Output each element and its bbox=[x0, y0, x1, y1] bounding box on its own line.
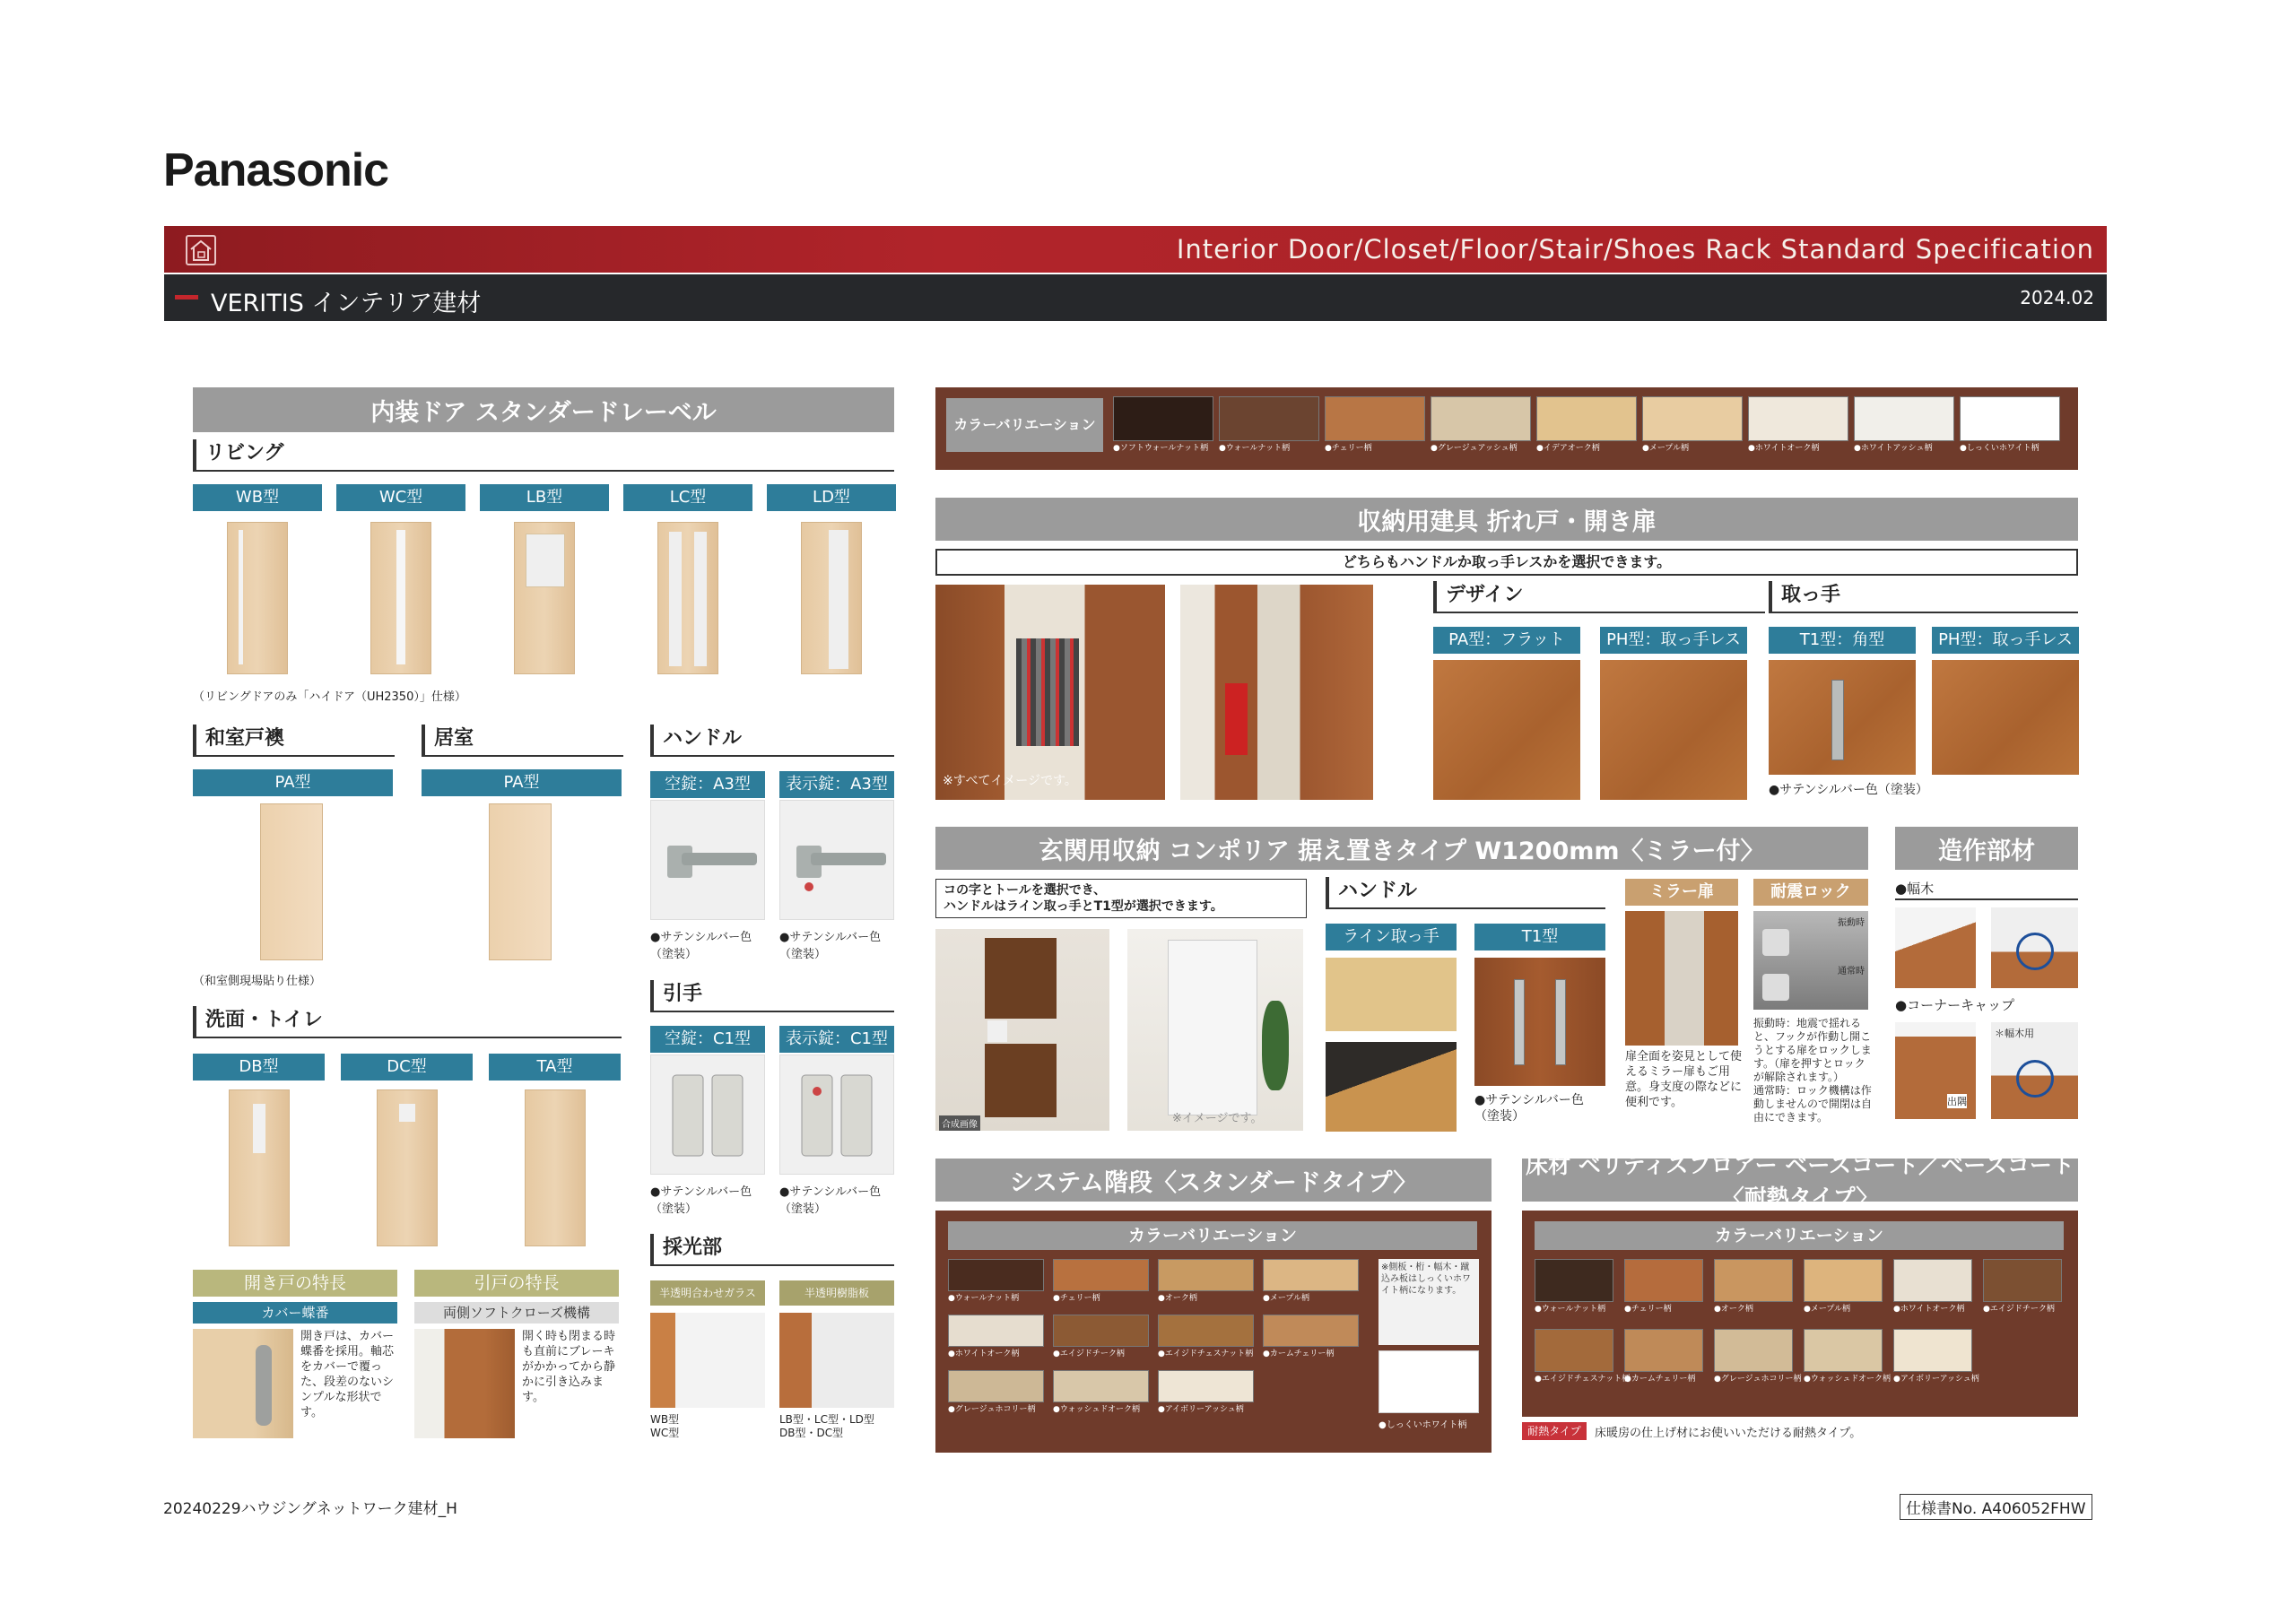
color-swatch bbox=[1113, 396, 1213, 453]
lock-image bbox=[1753, 911, 1868, 1010]
genkan-photo-caption: ※イメージです。 bbox=[1172, 1112, 1263, 1125]
zosaku-item: ●コーナーキャップ bbox=[1895, 997, 2015, 1013]
zosaku-title: 造作部材 bbox=[1895, 827, 2078, 870]
door-wc-image bbox=[370, 522, 431, 674]
floor-swatches bbox=[1535, 1259, 2073, 1411]
handle-ph-image bbox=[1932, 660, 2079, 775]
subtitle-band bbox=[164, 274, 2107, 321]
color-swatch bbox=[1053, 1259, 1149, 1303]
swatch-name: ●グレージュホコリー柄 bbox=[948, 1405, 1036, 1414]
date: 2024.02 bbox=[2020, 287, 2094, 308]
swatch-color bbox=[1053, 1370, 1149, 1402]
design-ph-image bbox=[1600, 660, 1747, 800]
swatch-name: ●オーク柄 bbox=[1158, 1294, 1197, 1303]
handle-t1-image bbox=[1769, 660, 1916, 775]
color-swatch bbox=[1263, 1259, 1359, 1303]
color-swatch bbox=[1714, 1259, 1793, 1314]
resin-sample-image bbox=[779, 1313, 894, 1408]
genkan-photo-1 bbox=[935, 929, 1109, 1131]
swatch-color bbox=[1053, 1315, 1149, 1347]
color-swatch bbox=[1053, 1370, 1149, 1414]
design-pa-image bbox=[1433, 660, 1580, 800]
living-label: リビング bbox=[193, 439, 894, 472]
senmen-type: DB型 bbox=[193, 1054, 325, 1081]
color-swatch bbox=[948, 1315, 1044, 1358]
color-swatch bbox=[1893, 1329, 1979, 1384]
swatch-color bbox=[1263, 1315, 1359, 1347]
handle-caption: ●サテンシルバー色 （塗装） bbox=[650, 931, 752, 961]
swatch-name: ●チェリー柄 bbox=[1325, 444, 1372, 453]
swatch-color bbox=[948, 1370, 1044, 1402]
lever-handle-image bbox=[650, 800, 765, 920]
washitsu-label: 和室戸襖 bbox=[193, 725, 395, 757]
heat-tag: 耐熱タイプ bbox=[1522, 1422, 1587, 1440]
genkan-photo-2 bbox=[1127, 929, 1303, 1131]
genkan-notice: コの字とトールを選択でき、 ハンドルはライン取っ手とT1型が選択できます。 bbox=[935, 879, 1307, 918]
kyoshitsu-label: 居室 bbox=[422, 725, 623, 757]
hiki-text: 開く時も閉まる時も直前にブレーキがかかってから静かに引き込みます。 bbox=[522, 1330, 616, 1404]
living-type: WC型 bbox=[336, 484, 465, 511]
color-swatch bbox=[1536, 396, 1637, 453]
stairs-cv-label: カラーバリエーション bbox=[948, 1221, 1477, 1250]
swatch-name: ●オーク柄 bbox=[1714, 1305, 1753, 1314]
hiraki-title: 開き戸の特長 bbox=[193, 1270, 397, 1297]
hiki-title: 引戸の特長 bbox=[414, 1270, 619, 1297]
color-swatch bbox=[1535, 1329, 1631, 1384]
genkan-handle-label: ハンドル bbox=[1326, 877, 1605, 909]
swatch-name: ●カームチェリー柄 bbox=[1624, 1375, 1696, 1384]
color-swatch bbox=[1158, 1315, 1254, 1358]
stairs-title: システム階段〈スタンダードタイプ〉 bbox=[935, 1159, 1492, 1202]
closet-photo-1 bbox=[935, 585, 1165, 800]
closet-notice: どちらもハンドルか取っ手レスかを選択できます。 bbox=[935, 549, 2078, 576]
color-swatch bbox=[1854, 396, 1954, 453]
door-lc-image bbox=[657, 522, 718, 674]
living-type: WB型 bbox=[193, 484, 322, 511]
accent-dash bbox=[175, 295, 198, 299]
swatch-color bbox=[1113, 396, 1213, 441]
swatch-color bbox=[1535, 1259, 1613, 1302]
kyoshitsu-door-image bbox=[489, 803, 552, 960]
swatch-color bbox=[1893, 1329, 1972, 1372]
swatch-color bbox=[1854, 396, 1954, 441]
swatch-name: ●エイジドチーク柄 bbox=[1983, 1305, 2055, 1314]
mirror-label: ミラー扉 bbox=[1625, 879, 1738, 906]
swatch-color bbox=[1624, 1329, 1703, 1372]
swatch-name: ●ホワイトオーク柄 bbox=[948, 1350, 1020, 1358]
floor-cv-label: カラーバリエーション bbox=[1535, 1221, 2064, 1250]
washitsu-note: （和室側現場貼り仕様） bbox=[193, 975, 322, 988]
closet-design-label: デザイン bbox=[1433, 581, 1765, 613]
house-icon bbox=[186, 235, 216, 265]
swatch-name: ●ホワイトオーク柄 bbox=[1748, 444, 1820, 453]
genkan-handle-type: ライン取っ手 bbox=[1326, 924, 1457, 950]
swatch-name: ●ホワイトアッシュ柄 bbox=[1854, 444, 1933, 453]
lock-text: 振動時：地震で揺れると、フックが作動し開こうとする扉をロックします。（扉を押すとロックが解除されます。） 通常時：ロック機構は作動しませんので開閉は自由にできます。 bbox=[1753, 1017, 1873, 1124]
color-swatch bbox=[1960, 396, 2060, 453]
swatch-color bbox=[948, 1259, 1044, 1291]
sliding-door-photo bbox=[414, 1329, 515, 1438]
saiko-type: 半透明合わせガラス bbox=[650, 1280, 765, 1306]
swatch-name: ●メープル柄 bbox=[1263, 1294, 1310, 1303]
swatch-color bbox=[1158, 1370, 1254, 1402]
color-swatch bbox=[1158, 1259, 1254, 1303]
swatch-color bbox=[1804, 1329, 1883, 1372]
genkan-handle-caption: ●サテンシルバー色 （塗装） bbox=[1474, 1093, 1584, 1124]
closet-design-type: PH型：取っ手レス bbox=[1600, 627, 1747, 654]
swatch-name: ●ウォールナット柄 bbox=[1219, 444, 1291, 453]
swatch-color bbox=[1714, 1259, 1793, 1302]
swatch-color bbox=[1893, 1259, 1972, 1302]
color-swatch bbox=[1804, 1259, 1883, 1314]
color-swatch bbox=[1642, 396, 1743, 453]
swatch-name: ●ウォールナット柄 bbox=[1535, 1305, 1606, 1314]
color-swatch bbox=[1219, 396, 1319, 453]
hiraki-sub: カバー蝶番 bbox=[193, 1302, 397, 1324]
corner-cap-image bbox=[1895, 1022, 1976, 1119]
swatch-color bbox=[1053, 1259, 1149, 1291]
swatch-color bbox=[1624, 1259, 1703, 1302]
lock-label: 耐震ロック bbox=[1753, 879, 1868, 906]
color-swatch bbox=[1263, 1315, 1359, 1358]
washitsu-door-image bbox=[260, 803, 323, 960]
hiki-sub: 両側ソフトクローズ機構 bbox=[414, 1302, 619, 1324]
door-lb-image bbox=[514, 522, 575, 674]
handle-label: ハンドル bbox=[650, 725, 894, 757]
closet-title: 収納用建具 折れ戸・開き扉 bbox=[935, 498, 2078, 541]
floor-title: 床材 ベリティスフロアー ベースコート／ベースコート〈耐熱タイプ〉 bbox=[1522, 1159, 2078, 1202]
closet-photo-caption: ※すべてイメージです。 bbox=[943, 774, 1077, 788]
swatch-color bbox=[1960, 396, 2060, 441]
footer-left: 20240229ハウジングネットワーク建材_H bbox=[163, 1500, 457, 1518]
swatch-name: ●エイジドチェスナット柄 bbox=[1158, 1350, 1254, 1358]
doors-title: 内装ドア スタンダードレーベル bbox=[193, 387, 894, 432]
living-type: LD型 bbox=[767, 484, 896, 511]
swatch-name: ●ウォッシュドオーク柄 bbox=[1053, 1405, 1141, 1414]
corner-tag: 出隅 bbox=[1947, 1096, 1967, 1107]
swatch-name: ●メープル柄 bbox=[1642, 444, 1690, 453]
genkan-title: 玄関用収納 コンポリア 据え置きタイプ W1200mm〈ミラー付〉 bbox=[935, 827, 1868, 870]
living-door-row bbox=[193, 484, 894, 699]
hikite-type: 空錠：C1型 bbox=[650, 1026, 765, 1053]
corner-cap-detail-image bbox=[1991, 1022, 2078, 1119]
line-handle-image bbox=[1326, 958, 1457, 1031]
living-note: （リビングドアのみ「ハイドア（UH2350）」仕様） bbox=[193, 690, 466, 704]
swatch-color bbox=[1642, 396, 1743, 441]
swatch-name: ●ウォッシュドオーク柄 bbox=[1804, 1375, 1892, 1384]
door-ld-image bbox=[801, 522, 862, 674]
color-swatch bbox=[948, 1370, 1044, 1414]
hikite-type: 表示錠：C1型 bbox=[779, 1026, 894, 1053]
color-swatch bbox=[1624, 1259, 1703, 1314]
baseboard-image bbox=[1895, 907, 1976, 988]
genkan-photo-tag: 合成画像 bbox=[939, 1115, 980, 1131]
washitsu-type: PA型 bbox=[193, 769, 393, 796]
baseboard-detail-image bbox=[1991, 907, 2078, 988]
door-ta-image bbox=[525, 1089, 586, 1246]
swatch-color bbox=[1536, 396, 1637, 441]
heat-note: 床暖房の仕上げ材にお使いいただける耐熱タイプ。 bbox=[1595, 1427, 1862, 1440]
swatch-color bbox=[1535, 1329, 1613, 1372]
closet-photo-2 bbox=[1180, 585, 1373, 800]
swatch-name: ●チェリー柄 bbox=[1624, 1305, 1672, 1314]
swatch-color bbox=[1983, 1259, 2062, 1302]
swatch-name: ●エイジドチェスナット柄 bbox=[1535, 1375, 1631, 1384]
swatch-color bbox=[1263, 1259, 1359, 1291]
swatch-name: ●グレージュホコリー柄 bbox=[1714, 1375, 1802, 1384]
swatch-color bbox=[1158, 1259, 1254, 1291]
color-variation-panel bbox=[935, 387, 2078, 470]
kyoshitsu-type: PA型 bbox=[422, 769, 622, 796]
swatch-name: ●チェリー柄 bbox=[1053, 1294, 1100, 1303]
color-swatch bbox=[1053, 1315, 1149, 1358]
swatch-color bbox=[1325, 396, 1425, 441]
stairs-side-swatch bbox=[1378, 1350, 1479, 1413]
swatch-color bbox=[1804, 1259, 1883, 1302]
stairs-side-note: ※側板・桁・幅木・蹴込み板はしっくいホワイト柄になります。 bbox=[1378, 1259, 1479, 1345]
swatch-name: ●しっくいホワイト柄 bbox=[1960, 444, 2039, 453]
senmen-type: TA型 bbox=[489, 1054, 621, 1081]
corner-tag: ＊幅木用 bbox=[1995, 1028, 2034, 1039]
swatch-name: ●アイボリーアッシュ柄 bbox=[1158, 1405, 1244, 1414]
door-db-image bbox=[229, 1089, 290, 1246]
swatch-name: ●ウォールナット柄 bbox=[948, 1294, 1020, 1303]
mirror-door-image bbox=[1625, 911, 1738, 1046]
swatch-color bbox=[948, 1315, 1044, 1347]
color-variation-label: カラーバリエーション bbox=[946, 398, 1103, 452]
senmen-label: 洗面・トイレ bbox=[193, 1006, 622, 1038]
swatch-name: ●エイジドチーク柄 bbox=[1053, 1350, 1125, 1358]
pull-handle-image bbox=[650, 1055, 765, 1175]
saiko-type: 半透明樹脂板 bbox=[779, 1280, 894, 1306]
t1-handle-image bbox=[1474, 958, 1605, 1086]
saiko-label: 採光部 bbox=[650, 1234, 894, 1266]
color-swatch bbox=[1983, 1259, 2062, 1314]
closet-design-type: PA型：フラット bbox=[1433, 627, 1580, 654]
color-swatch bbox=[948, 1259, 1044, 1303]
color-swatch bbox=[1714, 1329, 1802, 1384]
color-swatch bbox=[1748, 396, 1848, 453]
door-dc-image bbox=[377, 1089, 438, 1246]
swatch-color bbox=[1431, 396, 1531, 441]
hikite-caption: ●サテンシルバー色 （塗装） bbox=[779, 1185, 882, 1216]
handle-type: 表示錠：A3型 bbox=[779, 771, 894, 798]
swatch-color bbox=[1748, 396, 1848, 441]
glass-sample-image bbox=[650, 1313, 765, 1408]
living-type: LB型 bbox=[480, 484, 609, 511]
senmen-type: DC型 bbox=[341, 1054, 473, 1081]
color-swatch bbox=[1431, 396, 1531, 453]
lock-tag-shake: 振動時 bbox=[1838, 918, 1865, 928]
mirror-text: 扉全面を姿見として使えるミラー扉もご用意。身支度の際などに便利です。 bbox=[1625, 1050, 1743, 1109]
genkan-handle-type: T1型 bbox=[1474, 924, 1605, 950]
closet-handle-label: 取っ手 bbox=[1769, 581, 2078, 613]
color-swatch bbox=[1624, 1329, 1703, 1384]
color-swatch bbox=[1804, 1329, 1892, 1384]
hinge-photo bbox=[193, 1329, 293, 1438]
handle-caption: ●サテンシルバー色 （塗装） bbox=[779, 931, 882, 961]
color-swatches bbox=[1113, 396, 2073, 464]
color-swatch bbox=[1535, 1259, 1613, 1314]
door-wb-image bbox=[227, 522, 288, 674]
zosaku-divider bbox=[1895, 898, 2078, 900]
swatch-color bbox=[1219, 396, 1319, 441]
lock-tag-normal: 通常時 bbox=[1838, 967, 1865, 976]
footer-spec-no: 仕様書No. A406052FHW bbox=[1900, 1494, 2092, 1520]
swatch-name: ●ソフトウォールナット柄 bbox=[1113, 444, 1209, 453]
color-swatch bbox=[1893, 1259, 1972, 1314]
saiko-caption: LB型・LC型・LD型 DB型・DC型 bbox=[779, 1413, 874, 1439]
brand-logo: Panasonic bbox=[163, 144, 389, 196]
closet-handle-caption: ●サテンシルバー色（塗装） bbox=[1769, 783, 1928, 797]
swatch-color bbox=[1158, 1315, 1254, 1347]
swatch-name: ●グレージュアッシュ柄 bbox=[1431, 444, 1518, 453]
swatch-color bbox=[1714, 1329, 1793, 1372]
closet-handle-type: PH型：取っ手レス bbox=[1932, 627, 2079, 654]
swatch-name: ●アイボリーアッシュ柄 bbox=[1893, 1375, 1979, 1384]
color-swatch bbox=[1158, 1370, 1254, 1414]
handle-type: 空錠：A3型 bbox=[650, 771, 765, 798]
title-band bbox=[164, 226, 2107, 273]
line-handle-detail-image bbox=[1326, 1042, 1457, 1132]
living-type: LC型 bbox=[623, 484, 752, 511]
stairs-swatches bbox=[948, 1259, 1370, 1447]
closet-handle-type: T1型：角型 bbox=[1769, 627, 1916, 654]
hikite-caption: ●サテンシルバー色 （塗装） bbox=[650, 1185, 752, 1216]
pull-lock-handle-image bbox=[779, 1055, 894, 1175]
title-en: Interior Door/Closet/Floor/Stair/Shoes Rack Standard Specification bbox=[1176, 234, 2094, 265]
saiko-caption: WB型 WC型 bbox=[650, 1413, 680, 1439]
floor-color-panel bbox=[1522, 1211, 2078, 1417]
hiraki-text: 開き戸は、カバー蝶番を採用。軸芯をカバーで覆った、段差のないシンプルな形状です。 bbox=[300, 1330, 395, 1419]
color-swatch bbox=[1325, 396, 1425, 453]
swatch-name: ●メープル柄 bbox=[1804, 1305, 1851, 1314]
stairs-side-swatch-name: ●しっくいホワイト柄 bbox=[1378, 1420, 1467, 1430]
hikite-label: 引手 bbox=[650, 980, 894, 1012]
title-jp: VERITIS インテリア建材 bbox=[211, 290, 482, 317]
swatch-name: ●イデアオーク柄 bbox=[1536, 444, 1600, 453]
stairs-color-panel bbox=[935, 1211, 1492, 1453]
swatch-name: ●カームチェリー柄 bbox=[1263, 1350, 1335, 1358]
swatch-name: ●ホワイトオーク柄 bbox=[1893, 1305, 1965, 1314]
lever-lock-handle-image bbox=[779, 800, 894, 920]
zosaku-item: ●幅木 bbox=[1895, 881, 1935, 897]
